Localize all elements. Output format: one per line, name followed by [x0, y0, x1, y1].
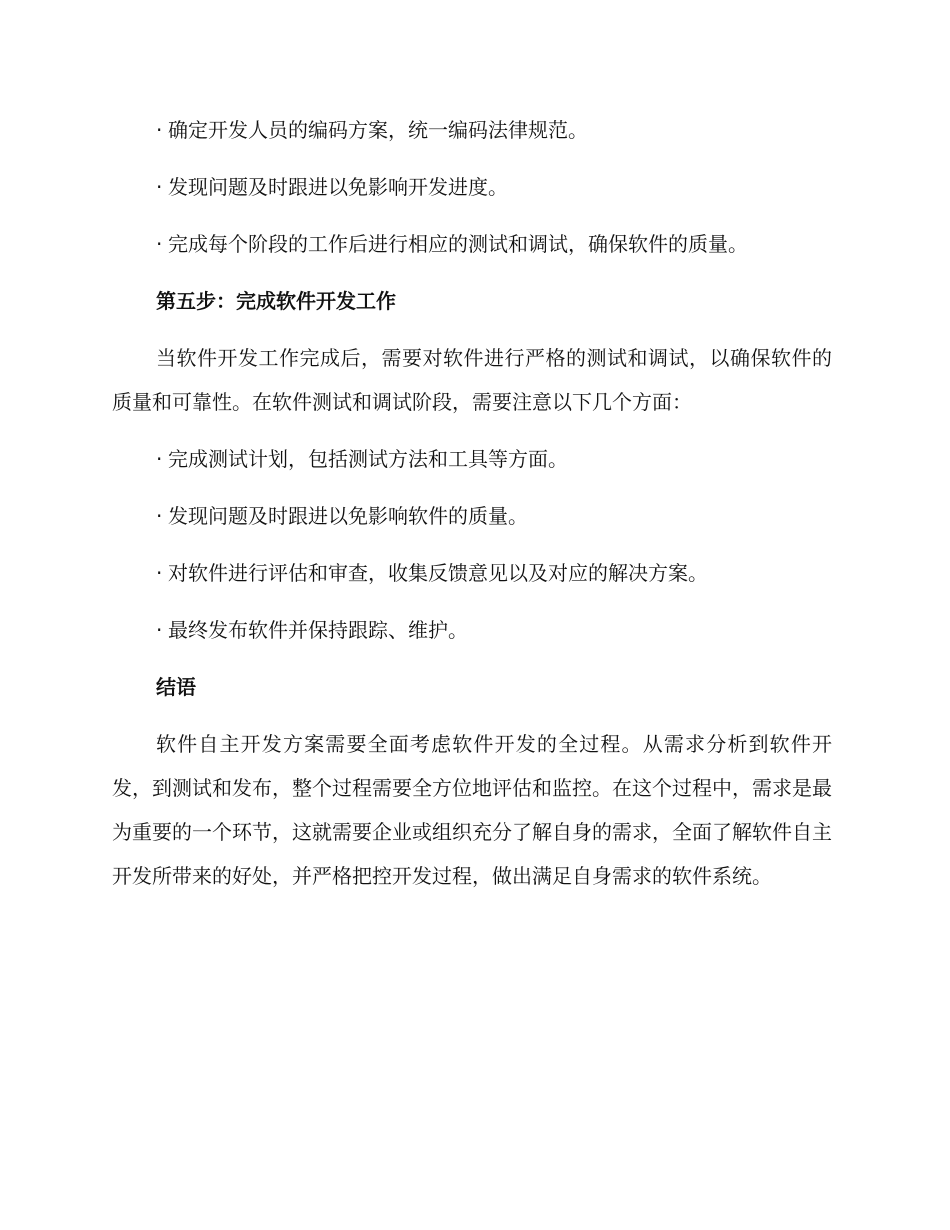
conclusion-paragraph: 软件自主开发方案需要全面考虑软件开发的全过程。从需求分析到软件开发，到测试和发布，整个过程需要全方位地评估和监控。在这个过程中，需求是最为重要的一个环节，这就需要企业或组织充分了解自身的需求，全面了解软件自主开发所带来的好处，并严格把控开发过程，做出满足自身需求的软件系统。	[112, 732, 832, 888]
list-item	[112, 165, 832, 209]
bullet-marker: ·	[156, 232, 163, 256]
list-item	[112, 551, 832, 595]
list-item-text: 完成测试计划，包括测试方法和工具等方面。	[168, 447, 568, 471]
bullet-marker: ·	[156, 561, 163, 585]
document-body	[112, 108, 832, 911]
list-item-text: 确定开发人员的编码方案，统一编码法律规范。	[168, 118, 588, 142]
bullet-marker: ·	[156, 118, 163, 142]
bullet-marker: ·	[156, 618, 163, 642]
list-item	[112, 108, 832, 152]
conclusion-heading: 结语	[156, 675, 196, 699]
bullet-marker: ·	[156, 175, 163, 199]
list-item	[112, 494, 832, 538]
list-item-text: 发现问题及时跟进以免影响开发进度。	[168, 175, 508, 199]
list-item-text: 完成每个阶段的工作后进行相应的测试和调试，确保软件的质量。	[168, 232, 748, 256]
bullet-marker: ·	[156, 447, 163, 471]
section-heading: 第五步：完成软件开发工作	[156, 289, 396, 313]
list-item	[112, 222, 832, 266]
list-item-text: 对软件进行评估和审查，收集反馈意见以及对应的解决方案。	[168, 561, 708, 585]
list-item-text: 最终发布软件并保持跟踪、维护。	[168, 618, 468, 642]
list-item-text: 发现问题及时跟进以免影响软件的质量。	[168, 504, 528, 528]
bullet-marker: ·	[156, 504, 163, 528]
list-item	[112, 608, 832, 652]
list-item	[112, 437, 832, 481]
body-paragraph: 当软件开发工作完成后，需要对软件进行严格的测试和调试，以确保软件的质量和可靠性。在软件测试和调试阶段，需要注意以下几个方面：	[112, 346, 832, 414]
